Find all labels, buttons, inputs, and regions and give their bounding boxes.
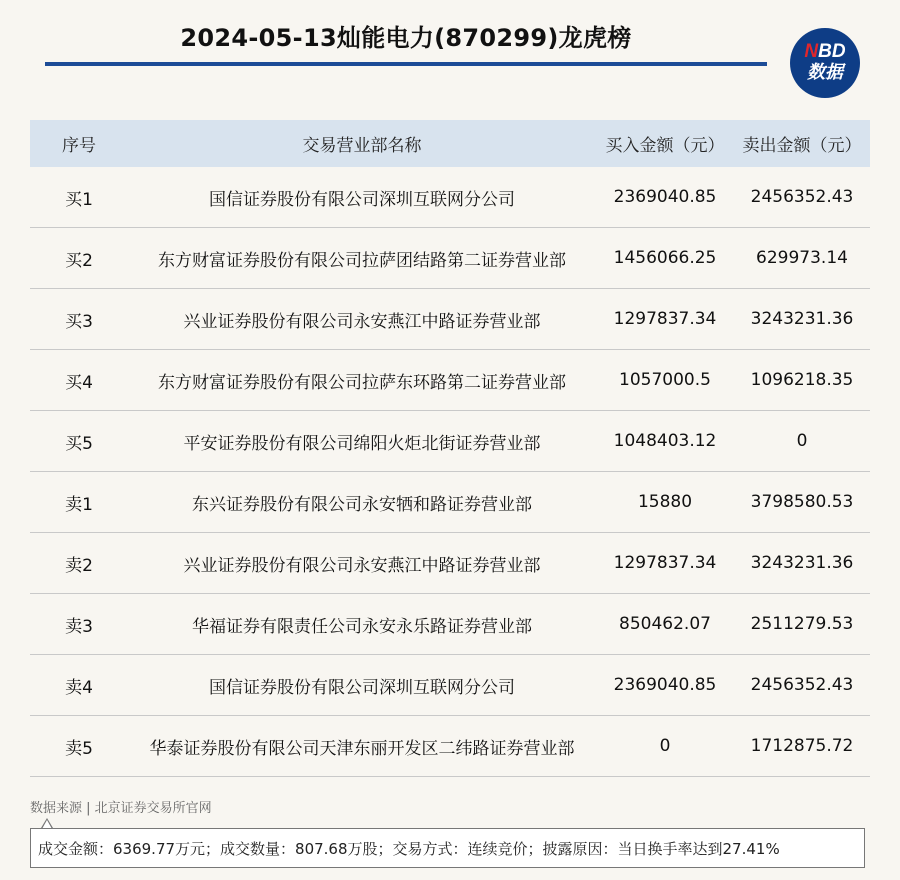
row-index: 卖2 xyxy=(65,555,93,576)
buy-amount: 15880 xyxy=(637,492,693,512)
title-divider xyxy=(45,62,767,66)
row-index: 卖1 xyxy=(65,494,93,515)
header-sell-amount: 卖出金额（元） xyxy=(742,136,862,156)
table-row xyxy=(30,533,870,594)
sell-amount: 629973.14 xyxy=(756,248,848,268)
row-index: 买5 xyxy=(65,433,93,454)
buy-amount: 850462.07 xyxy=(619,614,711,634)
broker-name: 华福证券有限责任公司永安永乐路证券营业部 xyxy=(192,616,532,637)
data-source: 数据来源 | 北京证券交易所官网 xyxy=(30,801,212,816)
broker-name: 国信证券股份有限公司深圳互联网分公司 xyxy=(209,677,515,698)
broker-name: 东方财富证券股份有限公司拉萨团结路第二证券营业部 xyxy=(158,250,566,271)
header-index: 序号 xyxy=(62,136,96,156)
buy-amount: 2369040.85 xyxy=(613,675,717,695)
trade-summary-text: 成交金额：6369.77万元；成交数量：807.68万股；交易方式：连续竞价；披露原因：当日换手率达到27.41% xyxy=(38,839,780,858)
sell-amount: 1096218.35 xyxy=(750,370,854,390)
row-index: 买3 xyxy=(65,311,93,332)
table-row xyxy=(30,167,870,228)
buy-amount: 2369040.85 xyxy=(613,187,717,207)
broker-name: 东兴证券股份有限公司永安牺和路证券营业部 xyxy=(192,494,532,515)
buy-amount: 1057000.5 xyxy=(619,370,711,390)
broker-name: 国信证券股份有限公司深圳互联网分公司 xyxy=(209,189,515,210)
sell-amount: 1712875.72 xyxy=(750,736,854,756)
row-index: 买2 xyxy=(65,250,93,271)
sell-amount: 3798580.53 xyxy=(750,492,854,512)
row-index: 卖5 xyxy=(65,738,93,759)
table-header xyxy=(30,120,870,167)
row-index: 买4 xyxy=(65,372,93,393)
table-row xyxy=(30,655,870,716)
broker-name: 兴业证券股份有限公司永安燕江中路证券营业部 xyxy=(183,311,541,332)
broker-name: 兴业证券股份有限公司永安燕江中路证券营业部 xyxy=(183,555,541,576)
sell-amount: 2511279.53 xyxy=(750,614,854,634)
broker-name: 华泰证券股份有限公司天津东丽开发区二纬路证券营业部 xyxy=(149,738,575,759)
sell-amount: 2456352.43 xyxy=(750,675,854,695)
sell-amount: 0 xyxy=(796,431,808,451)
table-row xyxy=(30,472,870,533)
buy-amount: 1297837.34 xyxy=(613,553,717,573)
sell-amount: 2456352.43 xyxy=(750,187,854,207)
buy-amount: 1048403.12 xyxy=(613,431,717,451)
broker-name: 东方财富证券股份有限公司拉萨东环路第二证券营业部 xyxy=(158,372,566,393)
table-row xyxy=(30,411,870,472)
nbd-logo-icon: NBD 数据 xyxy=(790,28,860,98)
table-row xyxy=(30,594,870,655)
row-index: 卖4 xyxy=(65,677,93,698)
buy-amount: 0 xyxy=(659,736,671,756)
row-index: 买1 xyxy=(65,189,93,210)
trade-summary-note xyxy=(30,828,865,868)
table-row xyxy=(30,716,870,777)
page-title: 2024-05-13灿能电力(870299)龙虎榜 xyxy=(180,24,632,52)
sell-amount: 3243231.36 xyxy=(750,309,854,329)
row-index: 卖3 xyxy=(65,616,93,637)
ranking-table xyxy=(30,120,870,777)
buy-amount: 1456066.25 xyxy=(613,248,717,268)
broker-name: 平安证券股份有限公司绵阳火炬北街证券营业部 xyxy=(183,433,541,454)
table-body xyxy=(30,167,870,777)
header-buy-amount: 买入金额（元） xyxy=(605,136,725,156)
table-row xyxy=(30,228,870,289)
buy-amount: 1297837.34 xyxy=(613,309,717,329)
header-broker-name: 交易营业部名称 xyxy=(302,136,422,156)
sell-amount: 3243231.36 xyxy=(750,553,854,573)
table-row xyxy=(30,289,870,350)
table-row xyxy=(30,350,870,411)
